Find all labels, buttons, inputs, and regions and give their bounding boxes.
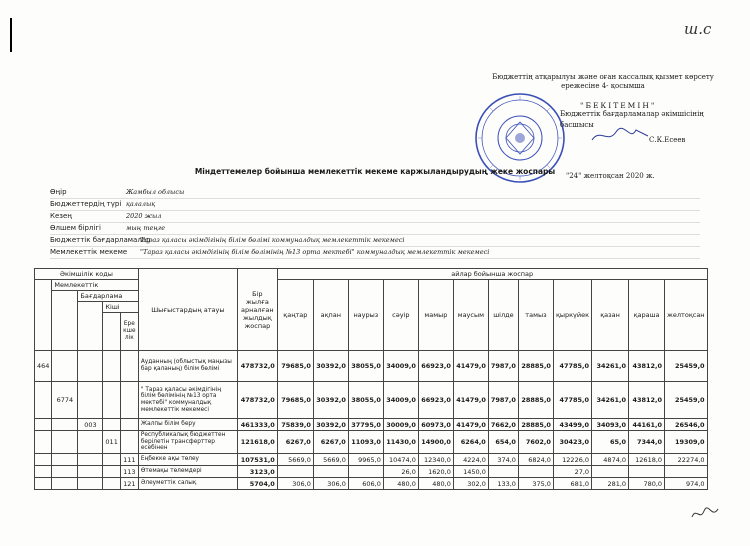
header-admin-spacer <box>35 280 52 351</box>
cell-month: 306,0 <box>277 478 313 490</box>
meta-row <box>50 188 700 199</box>
cell-spec <box>120 351 138 382</box>
cell-month: 4874,0 <box>592 454 629 466</box>
header-subprogram: Кіші <box>103 302 138 313</box>
cell-annual: 3123,0 <box>237 466 277 478</box>
cell-month: 30392,0 <box>313 351 348 382</box>
cell-month: 34261,0 <box>592 382 629 419</box>
cell-state <box>52 431 78 454</box>
cell-name: Әлеуметтік салық <box>138 478 237 490</box>
header-specific: Ерекшелік <box>120 313 138 351</box>
header-month-oct: қазан <box>592 280 629 351</box>
cell-month: 28885,0 <box>518 419 553 431</box>
appendix-line-1: Бюджеттің атқарылуы және оған кассалық қызмет көрсету <box>492 73 714 81</box>
cell-name: Еңбекке ақы төлеу <box>138 454 237 466</box>
cell-state <box>52 478 78 490</box>
cell-month: 606,0 <box>348 478 383 490</box>
cell-program <box>78 351 103 382</box>
cell-month: 9965,0 <box>348 454 383 466</box>
meta-label: Кезең <box>50 212 72 220</box>
cell-name: Өтемақы төлемдері <box>138 466 237 478</box>
cell-month <box>313 466 348 478</box>
appendix-line-2: ережесіне 4- қосымша <box>561 82 645 91</box>
meta-row <box>50 236 700 247</box>
table-row <box>35 382 708 419</box>
cell-month <box>348 466 383 478</box>
cell-month <box>488 466 518 478</box>
cell-month: 11430,0 <box>383 431 418 454</box>
cell-month: 12226,0 <box>553 454 591 466</box>
cell-month: 27,0 <box>553 466 591 478</box>
cell-month: 374,0 <box>488 454 518 466</box>
cell-month: 19309,0 <box>665 431 708 454</box>
cell-month: 22274,0 <box>665 454 708 466</box>
cell-month <box>277 466 313 478</box>
cell-month: 34093,0 <box>592 419 629 431</box>
table-row <box>35 351 708 382</box>
cell-month <box>592 466 629 478</box>
meta-value: мың теңге <box>126 224 166 232</box>
financing-plan-table <box>34 268 708 490</box>
cell-month: 30423,0 <box>553 431 591 454</box>
cell-name: Республикалық бюджеттен берілетін трансферттер есебінен <box>138 431 237 454</box>
cell-month: 43812,0 <box>629 382 665 419</box>
meta-row <box>50 248 700 259</box>
cell-month: 34009,0 <box>383 382 418 419</box>
cell-month: 41479,0 <box>453 351 488 382</box>
cell-month: 7602,0 <box>518 431 553 454</box>
cell-month: 41479,0 <box>453 419 488 431</box>
cell-month: 43812,0 <box>629 351 665 382</box>
cell-month: 306,0 <box>313 478 348 490</box>
cell-annual: 5704,0 <box>237 478 277 490</box>
cell-spec <box>120 419 138 431</box>
meta-label: Мемлекеттік мекеме <box>50 248 128 256</box>
meta-row <box>50 212 700 223</box>
cell-spec <box>120 431 138 454</box>
cell-spec: 111 <box>120 454 138 466</box>
cell-sub <box>103 351 120 382</box>
cell-month: 43499,0 <box>553 419 591 431</box>
cell-month: 281,0 <box>592 478 629 490</box>
cell-admin <box>35 478 52 490</box>
cell-month: 25459,0 <box>665 351 708 382</box>
meta-row <box>50 200 700 211</box>
cell-month: 44161,0 <box>629 419 665 431</box>
meta-value: "Тараз қаласы әкімдігінің білім бөлімінің №13 орта мектебі" коммуналдық мемлекеттік мекемесі <box>140 248 490 256</box>
cell-admin <box>35 382 52 419</box>
cell-month: 60973,0 <box>418 419 453 431</box>
appendix-note <box>478 73 728 92</box>
cell-month: 34261,0 <box>592 351 629 382</box>
cell-admin <box>35 466 52 478</box>
approval-date: "24" желтоқсан 2020 ж. <box>566 172 655 180</box>
cell-month: 28885,0 <box>518 382 553 419</box>
cell-sub <box>103 454 120 466</box>
cell-annual: 107531,0 <box>237 454 277 466</box>
cell-state <box>52 419 78 431</box>
cell-month: 26,0 <box>383 466 418 478</box>
cell-admin <box>35 454 52 466</box>
document-title: Міндеттемелер бойынша мемлекеттік мекеме каржыландырудың жеке жоспары <box>194 167 556 176</box>
meta-row <box>50 224 700 235</box>
table-row <box>35 431 708 454</box>
cell-spec <box>120 382 138 419</box>
cell-month: 12340,0 <box>418 454 453 466</box>
cell-month: 133,0 <box>488 478 518 490</box>
cell-month: 1620,0 <box>418 466 453 478</box>
cell-state: 6774 <box>52 382 78 419</box>
cell-sub <box>103 382 120 419</box>
binding-mark <box>10 18 12 52</box>
cell-annual: 461333,0 <box>237 419 277 431</box>
header-annual-plan: Бір жылға арналған жылдық жоспар <box>237 269 277 351</box>
cell-month: 38055,0 <box>348 351 383 382</box>
meta-label: Өңір <box>50 188 67 196</box>
header-month-may: мамыр <box>418 280 453 351</box>
cell-month: 47785,0 <box>553 382 591 419</box>
cell-month: 5669,0 <box>277 454 313 466</box>
header-program-spacer <box>78 302 103 351</box>
cell-month: 37795,0 <box>348 419 383 431</box>
cell-program <box>78 431 103 454</box>
cell-program <box>78 466 103 478</box>
cell-admin: 464 <box>35 351 52 382</box>
cell-admin <box>35 419 52 431</box>
header-month-feb: ақпан <box>313 280 348 351</box>
cell-annual: 478732,0 <box>237 382 277 419</box>
cell-month: 7987,0 <box>488 351 518 382</box>
corner-signature-icon <box>690 505 720 523</box>
cell-month: 26546,0 <box>665 419 708 431</box>
header-expense-name: Шығыстардың атауы <box>138 269 237 351</box>
cell-month: 6824,0 <box>518 454 553 466</box>
cell-month: 480,0 <box>418 478 453 490</box>
header-monthly-plan: айлар бойынша жоспар <box>277 269 707 280</box>
table-row <box>35 466 708 478</box>
header-state: Мемлекеттік <box>52 280 138 291</box>
cell-month: 25459,0 <box>665 382 708 419</box>
table-row <box>35 478 708 490</box>
header-month-sep: қыркүйек <box>553 280 591 351</box>
meta-value: Жамбыл облысы <box>126 188 185 196</box>
cell-month: 28885,0 <box>518 351 553 382</box>
header-state-spacer <box>52 291 78 351</box>
cell-month: 480,0 <box>383 478 418 490</box>
header-month-nov: қараша <box>629 280 665 351</box>
cell-month: 30392,0 <box>313 382 348 419</box>
meta-value: 2020 жыл <box>126 212 162 220</box>
cell-month: 1450,0 <box>453 466 488 478</box>
cell-month: 38055,0 <box>348 382 383 419</box>
cell-name: Ауданның (облыстық маңызы бар қаланың) білім бөлімі <box>138 351 237 382</box>
cell-month: 14900,0 <box>418 431 453 454</box>
meta-label: Бюджеттердің түрі <box>50 200 122 208</box>
header-sub-spacer <box>103 313 120 351</box>
cell-program <box>78 382 103 419</box>
cell-state <box>52 351 78 382</box>
meta-label: Өлшем бірлігі <box>50 224 101 232</box>
header-month-apr: сәуір <box>383 280 418 351</box>
cell-month: 4224,0 <box>453 454 488 466</box>
cell-month: 66923,0 <box>418 351 453 382</box>
cell-month <box>518 466 553 478</box>
table-row <box>35 454 708 466</box>
cell-annual: 478732,0 <box>237 351 277 382</box>
table-row <box>35 419 708 431</box>
cell-month: 65,0 <box>592 431 629 454</box>
corner-handwritten-mark: ш.с <box>684 20 712 38</box>
header-month-jun: маусым <box>453 280 488 351</box>
approval-position-line-2: басшысы <box>560 121 594 129</box>
signature-icon <box>590 124 650 146</box>
cell-month: 5669,0 <box>313 454 348 466</box>
cell-state <box>52 466 78 478</box>
meta-label: Бюджеттік бағдарламалар <box>50 236 151 244</box>
cell-name: Жалпы білім беру <box>138 419 237 431</box>
cell-name: " Тараз қаласы әкімдігінің білім бөлімінің №13 орта мектебі" коммуналдық мемлекеттік мекемесі <box>138 382 237 419</box>
header-admin-code: Әкімшілік коды <box>35 269 139 280</box>
cell-spec: 113 <box>120 466 138 478</box>
cell-month: 79685,0 <box>277 382 313 419</box>
cell-month: 47785,0 <box>553 351 591 382</box>
cell-sub <box>103 419 120 431</box>
cell-admin <box>35 431 52 454</box>
cell-month: 30009,0 <box>383 419 418 431</box>
cell-month: 41479,0 <box>453 382 488 419</box>
header-month-dec: желтоқсан <box>665 280 708 351</box>
cell-month <box>629 466 665 478</box>
cell-sub: 011 <box>103 431 120 454</box>
cell-month: 681,0 <box>553 478 591 490</box>
approval-title: "БЕКІТЕМІН" <box>580 101 657 110</box>
cell-spec: 121 <box>120 478 138 490</box>
header-month-jul: шілде <box>488 280 518 351</box>
cell-month: 654,0 <box>488 431 518 454</box>
header-month-aug: тамыз <box>518 280 553 351</box>
cell-month: 66923,0 <box>418 382 453 419</box>
cell-sub <box>103 466 120 478</box>
cell-sub <box>103 478 120 490</box>
cell-state <box>52 454 78 466</box>
approver-name: С.К.Есеев <box>649 136 686 144</box>
cell-month: 11093,0 <box>348 431 383 454</box>
cell-month: 7662,0 <box>488 419 518 431</box>
cell-program <box>78 454 103 466</box>
header-month-mar: наурыз <box>348 280 383 351</box>
cell-month: 6267,0 <box>313 431 348 454</box>
cell-month: 12618,0 <box>629 454 665 466</box>
cell-month: 34009,0 <box>383 351 418 382</box>
cell-month: 375,0 <box>518 478 553 490</box>
approval-position-line-1: Бюджеттік бағдарламалар әкімшісінің <box>560 110 704 118</box>
cell-month: 974,0 <box>665 478 708 490</box>
meta-value: қалалық <box>126 200 156 208</box>
cell-program <box>78 478 103 490</box>
cell-annual: 121618,0 <box>237 431 277 454</box>
cell-month: 10474,0 <box>383 454 418 466</box>
cell-month: 6264,0 <box>453 431 488 454</box>
cell-month: 75839,0 <box>277 419 313 431</box>
header-program: Бағдарлама <box>78 291 138 302</box>
header-month-jan: қаңтар <box>277 280 313 351</box>
meta-value: Тараз қаласы әкімдігінің білім бөлімі коммуналдық мемлекеттік мекемесі <box>140 236 405 244</box>
cell-month: 7987,0 <box>488 382 518 419</box>
cell-month: 6267,0 <box>277 431 313 454</box>
cell-month: 7344,0 <box>629 431 665 454</box>
cell-month <box>665 466 708 478</box>
cell-month: 79685,0 <box>277 351 313 382</box>
cell-program: 003 <box>78 419 103 431</box>
cell-month: 780,0 <box>629 478 665 490</box>
cell-month: 302,0 <box>453 478 488 490</box>
cell-month: 30392,0 <box>313 419 348 431</box>
